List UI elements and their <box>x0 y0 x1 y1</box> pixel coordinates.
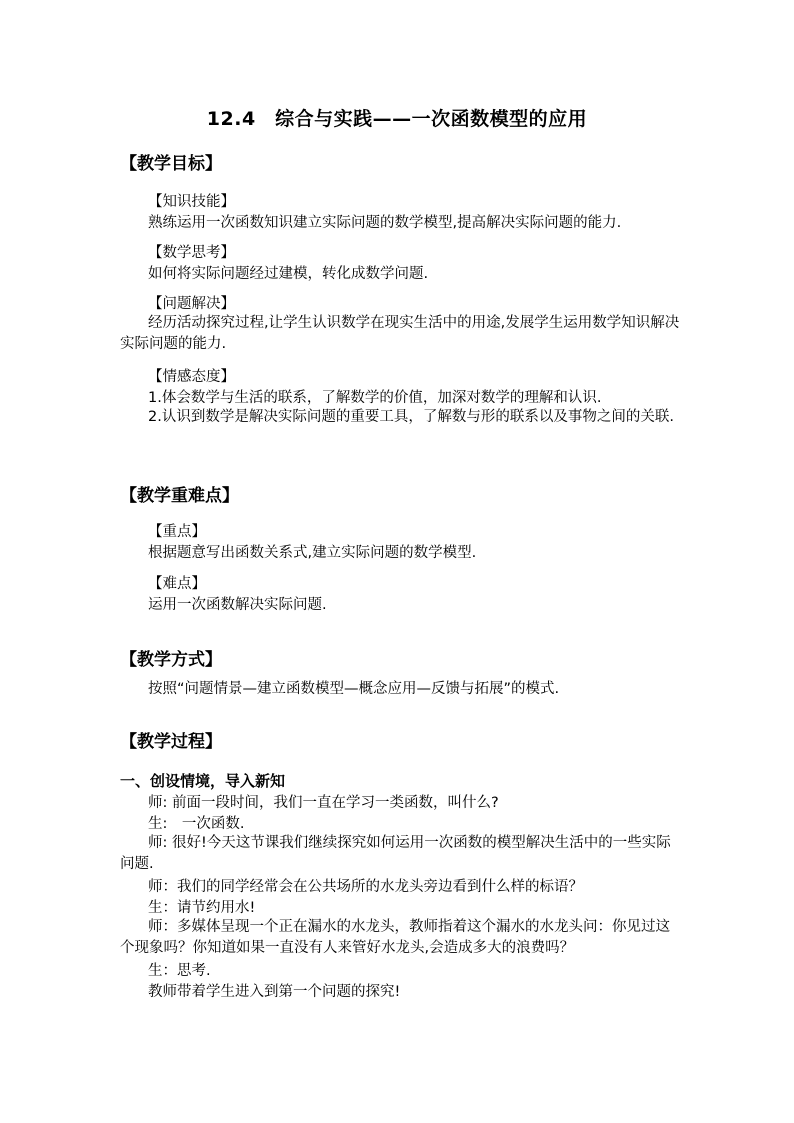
difficulty-label: 【难点】 <box>148 576 206 592</box>
thinking-text: 如何将实际问题经过建模，转化成数学问题. <box>148 266 429 282</box>
dialogue-line: 生: 一次函数. <box>148 816 245 832</box>
attitude-item-1: 1.体会数学与生活的联系，了解数学的价值，加深对数学的理解和认识. <box>148 390 602 406</box>
dialogue-line: 师：多媒体呈现一个正在漏水的水龙头，教师指着这个漏水的水龙头问：你见过这个现象吗？你知道如果一直没有人来管好水龙头,会造成多大的浪费吗？ <box>120 919 670 956</box>
dialogue-line: 生：思考. <box>148 963 211 979</box>
attitude-label: 【情感态度】 <box>148 369 235 385</box>
objectives-header: 【教学目标】 <box>120 154 222 174</box>
problem-text: 经历活动探究过程,让学生认识数学在现实生活中的用途,发展学生运用数学知识解决实际问题的能力. <box>120 315 680 352</box>
dialogue-line: 教师带着学生进入到第一个问题的探究! <box>148 984 401 1000</box>
key-text: 根据题意写出函数关系式,建立实际问题的数学模型. <box>148 545 477 561</box>
knowledge-label: 【知识技能】 <box>148 194 235 210</box>
problem-label: 【问题解决】 <box>148 296 235 312</box>
key-label: 【重点】 <box>148 524 206 540</box>
page-title: 12.4 综合与实践——一次函数模型的应用 <box>206 108 588 130</box>
dialogue-line: 师: 前面一段时间，我们一直在学习一类函数，叫什么? <box>148 795 499 811</box>
thinking-label: 【数学思考】 <box>148 245 235 261</box>
method-text: 按照“问题情景—建立函数模型—概念应用—反馈与拓展”的模式. <box>148 681 560 697</box>
process-header: 【教学过程】 <box>120 732 222 752</box>
knowledge-text: 熟练运用一次函数知识建立实际问题的数学模型,提高解决实际问题的能力. <box>148 215 622 231</box>
keypoints-header: 【教学重难点】 <box>120 486 239 506</box>
dialogue-line: 生：请节约用水! <box>148 900 256 916</box>
dialogue-line: 师：我们的同学经常会在公共场所的水龙头旁边看到什么样的标语？ <box>148 879 583 895</box>
dialogue-line: 师: 很好!今天这节课我们继续探究如何运用一次函数的模型解决生活中的一些实际问题. <box>120 835 671 872</box>
difficulty-text: 运用一次函数解决实际问题. <box>148 597 327 613</box>
method-header: 【教学方式】 <box>120 650 222 670</box>
attitude-item-2: 2.认识到数学是解决实际问题的重要工具，了解数与形的联系以及事物之间的关联. <box>148 409 674 425</box>
section-1-heading: 一、创设情境，导入新知 <box>120 772 286 790</box>
